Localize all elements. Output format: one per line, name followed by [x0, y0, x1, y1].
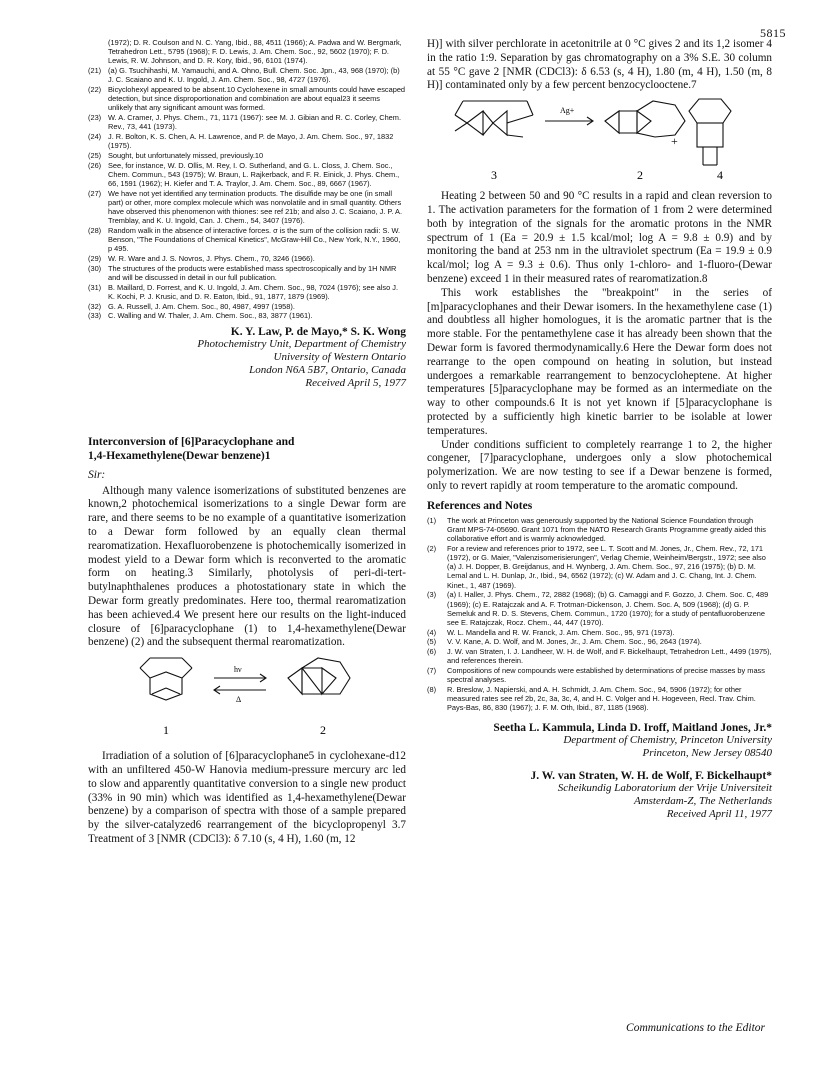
author-line: J. W. van Straten, W. H. de Wolf, F. Bickelhaupt* — [530, 770, 772, 783]
body-text — [427, 38, 772, 93]
reference-item: (7) Compositions of new compounds were established by determinations of precise masses by mass spectral analyses. — [427, 665, 765, 685]
reference-item: (30) The structures of the products were established mass spectroscopically and by 1H NMR and will be discussed in detail in our full publication. — [88, 263, 397, 283]
compound-label: 2 — [637, 168, 643, 183]
right-column — [427, 38, 772, 821]
reference-item: (1972); D. R. Coulson and N. C. Yang, Ibid., 88, 4511 (1966); A. Padwa and W. Bergmark, Tetrahedron Lett., 5795 (1968); F. D. Lewis, J. Am. Chem. Soc., 92, 5602 (1970); F. D. Lewis, R. W. Johnson, and D. R. Kory, Ibid., 96, 6101 (1974). — [108, 38, 402, 66]
page-number: 5815 — [760, 26, 786, 40]
compound-label: 2 — [320, 723, 326, 738]
reference-item: (27) We have not yet identified any termination products. The disulfide may be one (in small part) or other, more complex molecule which was nonvolatile and in small quantity. Others have observed this phenomenon with thiones: see ref 21b; and also J. C. Scaiano, J. P. A. Tremblay, and K. U. Ingold, Can. J. Chem., 54, 3407 (1976). — [88, 188, 403, 226]
article-title: Interconversion of [6]Paracyclophane and 1,4-Hexamethylene(Dewar benzene)1 — [88, 435, 295, 462]
left-reference-list — [88, 38, 406, 321]
reference-item: (6) J. W. van Straten, I. J. Landheer, W. H. de Wolf, and F. Bickelhaupt, Tetrahedron Lett., 4499 (1975), and references therein. — [427, 647, 772, 666]
received-date: Received April 5, 1977 — [305, 376, 406, 389]
reference-item: (4) W. L. Mandella and R. W. Franck, J. Am. Chem. Soc., 95, 971 (1973). — [427, 627, 675, 637]
reference-item: (22) Bicyclohexyl appeared to be absent.10 Cyclohexene in small amounts could have escaped detection, but since disproportionation and combination are about equal23 it seems unlikely that any significant amount was formed. — [88, 85, 406, 113]
right-reference-list — [427, 516, 772, 713]
author-line: Seetha L. Kammula, Linda D. Iroff, Maitland Jones, Jr.* — [493, 722, 772, 735]
paragraph: Although many valence isomerizations of substituted benzenes are known,2 photochemical isomerizations to a single Dewar form are rare, and there seems to be no example of a quantitative isomerization to a Dewar form followed by an equally clean thermal rearomatization. Hexafluorobenzene is photochemically isomerized in modest yield to a Dewar form which is reconverted to the aromatic form on heating.3 Similarly, photolysis of peri-di-tert-butylnaphthalenes produces a photostationary state in which the Dewar form greatly predominates. Here too, thermal rearomatization has been achieved.4 We present here our results on the light-induced closure of [6]paracyclophane (1) to 1,4-hexamethylene(Dewar benzene) (2) and the subsequent thermal rearomatization. — [88, 484, 406, 649]
scheme-1-diagram — [88, 650, 406, 745]
reference-item: (3) (a) I. Haller, J. Phys. Chem., 72, 2882 (1968); (b) G. Camaggi and F. Gozzo, J. Chem. Soc. C, 489 (1969); (c) E. Ratajczak and A. F. Trotman-Dickenson, J. Chem. Soc. A, 509 (1968); (d) G. P. Semeluk and R. D. S. Stevens, Chem. Commun., 1720 (1970); for a study of pentafluorobenzene see E. Ratajczak, Rocz. Chem., 44, 447 (1970). — [427, 590, 769, 627]
reference-item: (25) Sought, but unfortunately missed, previously.10 — [88, 150, 264, 160]
reference-item: (23) W. A. Cramer, J. Phys. Chem., 71, 1171 (1967): see M. J. Gibian and R. C. Corley, Chem. Rev., 73, 441 (1973). — [88, 113, 401, 132]
affiliation: Scheikundig Laboratorium der Vrije Universiteit Amsterdam-Z, The Netherlands Received April 11, 1977 — [427, 782, 772, 821]
page-footer: Communications to the Editor — [626, 1022, 765, 1034]
paragraph: H)] with silver perchlorate in acetonitrile at 0 °C gives 2 and its 1,2 isomer 4 in the ratio 1:9. Separation by gas chromatography on a 3% S.E. 30 column at 55 °C gave 2 [NMR (CDCl3): δ 6.53 (s, 4 H), 1.80 (m, 4 H), 1.50 (m, 8 H)] contaminated only by a few percent benzocyclooctene.7 — [427, 38, 772, 92]
paragraph: Under conditions sufficient to completely rearrange 1 to 2, the higher congener, [7]paracyclophane, undergoes only a slow photochemical polymerization. We are now testing to see if a Dewar benzene is formed, only to revert rapidly at room temperature to the aromatic compound. — [427, 438, 772, 492]
plus-sign: + — [671, 134, 678, 149]
delta-label: Δ — [236, 695, 242, 705]
affiliation: Department of Chemistry, Princeton University Princeton, New Jersey 08540 — [563, 734, 772, 760]
reference-item: (21) (a) G. Tsuchihashi, M. Yamauchi, and A. Ohno, Bull. Chem. Soc. Jpn., 43, 968 (1970); (b) J. C. Scaiano and K. U. Ingold, J. Am. Chem. Soc., 98, 4727 (1976). — [88, 66, 400, 85]
scheme-2-diagram — [427, 93, 772, 185]
left-column — [88, 38, 406, 847]
compound-label: 3 — [491, 168, 497, 183]
reference-item: (24) J. R. Bolton, K. S. Chen, A. H. Lawrence, and P. de Mayo, J. Am. Chem. Soc., 97, 1832 (1975). — [88, 132, 394, 151]
hv-label: hν — [234, 665, 242, 675]
salutation: Sir: — [88, 468, 106, 481]
reference-item: (26) See, for instance, W. D. Ollis, M. Rey, I. O. Sutherland, and G. L. Closs, J. Chem. Soc., Chem. Commun., 543 (1975); W. Braun, L. Rajkerback, and F. R. Einick, J. Phys. Chem., 66, 1591 (1962); H. Kiefer and T. A. Traylor, J. Am. Chem. Soc., 89, 6667 (1967). — [88, 160, 400, 189]
received-date: Received April 11, 1977 — [666, 808, 772, 821]
affiliation: Photochemistry Unit, Department of Chemistry University of Western Ontario London N6A 5B7, Ontario, Canada Received April 5, 1977 — [88, 338, 406, 390]
reference-item: (33) C. Walling and W. Thaler, J. Am. Chem. Soc., 83, 3877 (1961). — [88, 311, 313, 321]
paragraph: Heating 2 between 50 and 90 °C results in a rapid and clean reversion to 1. The activation parameters for the formation of 1 from 2 were determined both by integration of the signals for the aromatic protons in the NMR spectrum of 1 (Ea = 20.9 ± 1.5 kcal/mol; log A = 9.8 ± 0.9) and by monitoring the band at 253 nm in the ultraviolet spectrum (Ea = 19.9 ± 0.9 kcal/mol; log A = 9.3 ± 0.6). Thus only 1-chloro- and 1-fluoro-(Dewar benzene) exceed 1 in their measured rates of rearomatization.8 — [427, 190, 772, 285]
reference-item: (2) For a review and references prior to 1972, see L. T. Scott and M. Jones, Jr., Chem. Rev., 72, 171 (1972), or G. Maier, "Valenzisomerisierungen", Verlag Chemie, Weinheim/Bergstr., 1972; see also (a) J. H. Dopper, B. Greijdanus, and H. Wynberg, J. Am. Chem. Soc., 97, 216 (1975); (b) D. M. Lemal and L. H. Dunlap, Jr., Ibid., 94, 6562 (1972); (c) W. Adam and J. C. Chang, Int. J. Chem. Kinet., 1, 487 (1969). — [427, 543, 766, 590]
author-line: K. Y. Law, P. de Mayo,* S. K. Wong — [230, 325, 406, 338]
body-text — [88, 750, 406, 847]
paragraph: Irradiation of a solution of [6]paracyclophane5 in cyclohexane-d12 with an unfiltered 450-W Hanovia medium-pressure mercury arc led to slow and apparently quantitative conversion to a single new product (33% in 90 min) which was identified as 1,4-hexamethylene(Dewar benzene) by a comparison of spectra with those of a sample prepared by the silver-catalyzed6 rearrangement of the bicyclopropenyl 3.7 Treatment of 3 [NMR (CDCl3): δ 7.10 (s, 4 H), 1.60 (m, 12 — [88, 750, 406, 845]
reference-item: (29) W. R. Ware and J. S. Novros, J. Phys. Chem., 70, 3246 (1966). — [88, 254, 315, 264]
paragraph: This work establishes the "breakpoint" in the series of [m]paracyclophanes and their Dewar isomers. In the hexamethylene case (1) and doubtless all higher homologues, it is the aromatic partner that is the more stable. For the pentamethylene case it has already been shown that the Dewar form is favored thermodynamically.6 Here the Dewar form does not rearrange to the open compound on heating in solution, but instead undergoes a remarkable rearrangement to benzocycloheptene. At higher temperatures [5]paracyclophane may be formed as an intermediate on the way to other compounds.6 It is not yet known if [5]paracyclophane is protected by a sufficiently high kinetic barrier to be isolable at lower temperatures. — [427, 286, 772, 437]
reference-item: (1) The work at Princeton was generously supported by the National Science Foundation through Grant MPS-74-05690. Grant 1071 from the NATO Research Grants Programme greatly aided this collaborative effort and is warmly acknowledged. — [427, 515, 766, 544]
reagent-label: Ag+ — [560, 106, 575, 116]
references-heading: References and Notes — [427, 499, 533, 512]
reference-item: (8) R. Breslow, J. Napierski, and A. H. Schmidt, J. Am. Chem. Soc., 94, 5906 (1972); for other measured rates see ref 2b, 2c, 3a, 3c, 4, and H. C. Volger and H. Hogeveen, Recl. Trav. Chim. Pays-Bas, 86, 830 (1967); J. F. M. Oth, Ibid., 87, 1185 (1968). — [427, 684, 756, 713]
compound-label: 1 — [163, 723, 169, 738]
body-text — [88, 485, 406, 651]
reference-item: (31) B. Maillard, D. Forrest, and K. U. Ingold, J. Am. Chem. Soc., 98, 7024 (1976); see also J. K. Kochi, P. J. Krusic, and D. R. Eaton, Ibid., 91, 1877, 1879 (1969). — [88, 282, 399, 301]
reference-item: (32) G. A. Russell, J. Am. Chem. Soc., 80, 4987, 4997 (1958). — [88, 301, 295, 311]
compound-label: 4 — [717, 168, 723, 183]
reference-item: (5) V. V. Kane, A. D. Wolf, and M. Jones, Jr., J. Am. Chem. Soc., 96, 2643 (1974). — [427, 637, 702, 647]
body-text — [427, 190, 772, 494]
reference-item: (28) Random walk in the absence of interactive forces. σ is the sum of the collision radii: S. W. Benson, "The Foundations of Chemical Kinetics", McGraw-Hill Co., New York, N.Y., 1960, p 495. — [88, 226, 401, 254]
